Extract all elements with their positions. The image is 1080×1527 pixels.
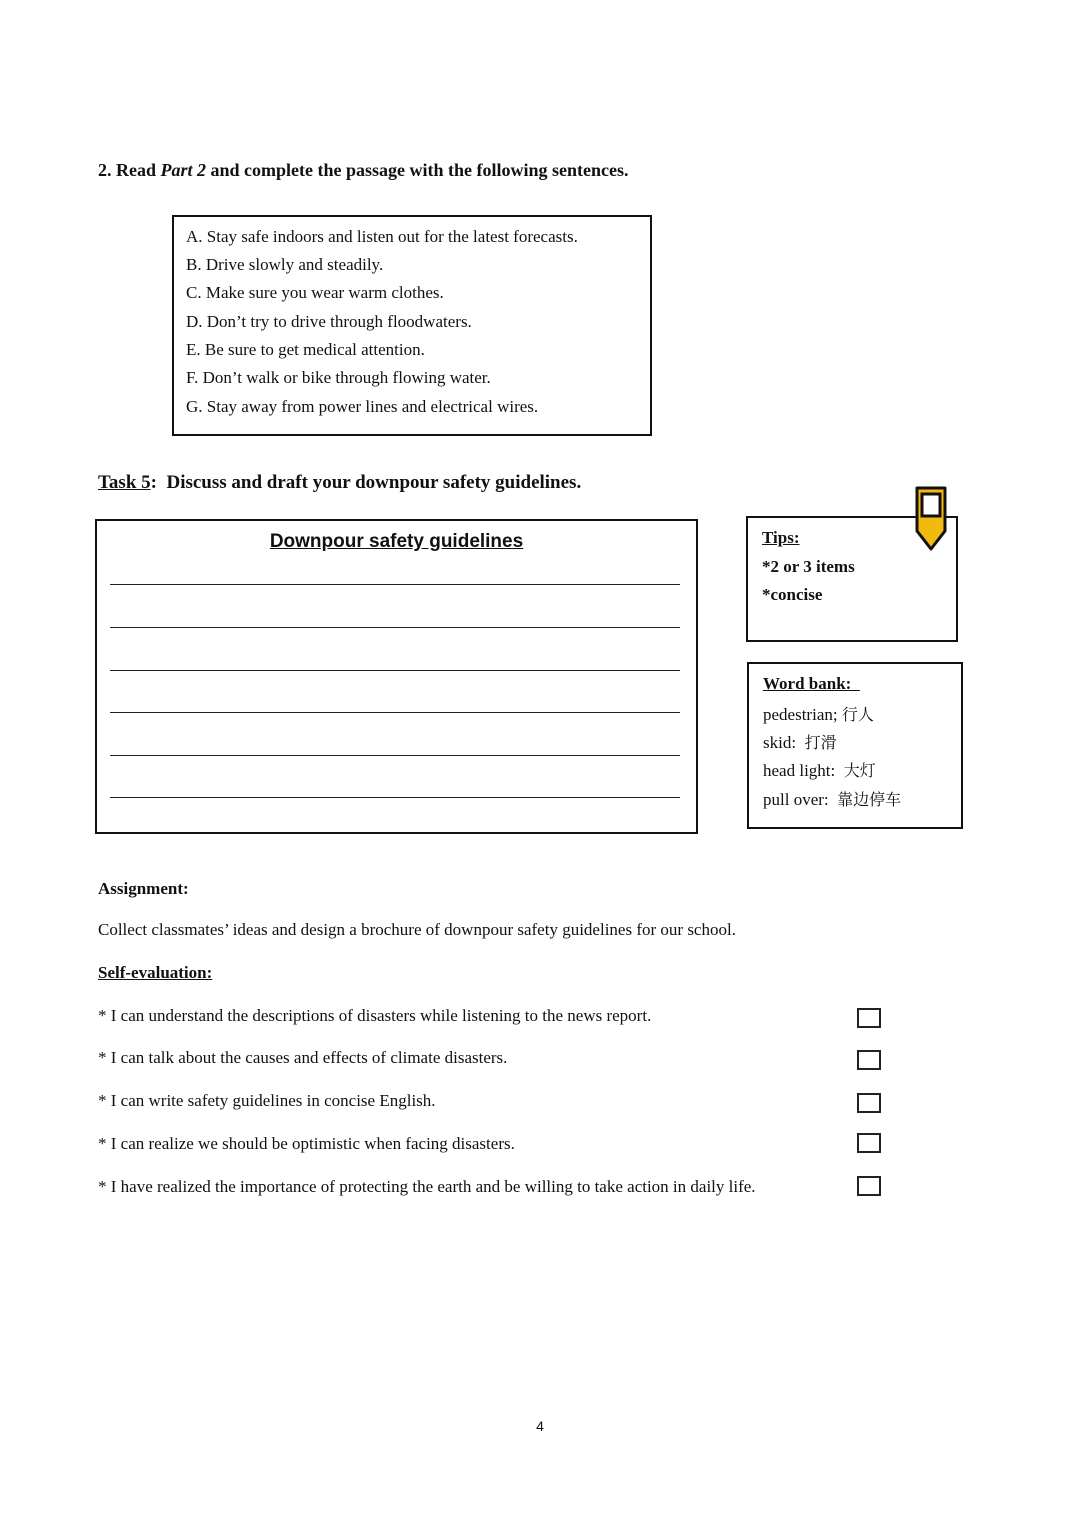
self-evaluation-checkbox-5[interactable] (857, 1176, 881, 1196)
writing-line-4[interactable] (110, 712, 680, 713)
self-evaluation-item-4: * I can realize we should be optimistic when facing disasters. (98, 1134, 515, 1153)
option-f: F. Don’t walk or bike through flowing water. (186, 368, 491, 387)
option-b: B. Drive slowly and steadily. (186, 255, 384, 274)
option-a: A. Stay safe indoors and listen out for the latest forecasts. (186, 227, 578, 246)
assignment-text: Collect classmates’ ideas and design a brochure of downpour safety guidelines for our school. (98, 920, 736, 939)
tips-title: Tips: (762, 528, 800, 547)
self-evaluation-checkbox-3[interactable] (857, 1093, 881, 1113)
task-5-separator: : (150, 472, 157, 493)
word-bank-title: Word bank: (763, 674, 852, 693)
word-bank-entry: head light: 大灯 (763, 761, 876, 780)
writing-line-1[interactable] (110, 584, 680, 585)
tips-item-2: *concise (762, 585, 823, 604)
question-2-prefix: 2. Read (98, 160, 161, 180)
option-c: C. Make sure you wear warm clothes. (186, 283, 444, 302)
self-evaluation-heading: Self-evaluation: (98, 963, 213, 982)
self-evaluation-item-2: * I can talk about the causes and effects of climate disasters. (98, 1048, 508, 1067)
assignment-heading: Assignment: (98, 879, 189, 898)
tips-item-1: *2 or 3 items (762, 557, 855, 576)
word-bank-box (747, 662, 963, 829)
self-evaluation-checkbox-2[interactable] (857, 1050, 881, 1070)
question-2-heading (98, 160, 629, 181)
option-g: G. Stay away from power lines and electrical wires. (186, 397, 539, 416)
self-evaluation-item-5: * I have realized the importance of protecting the earth and be willing to take action in daily life. (98, 1177, 756, 1196)
word-bank-entry: skid: 打滑 (763, 733, 837, 752)
page-number: 4 (536, 1418, 544, 1434)
question-2-part: Part 2 (160, 160, 207, 180)
writing-line-6[interactable] (110, 797, 680, 798)
self-evaluation-checkbox-1[interactable] (857, 1008, 881, 1028)
self-evaluation-item-3: * I can write safety guidelines in concise English. (98, 1091, 436, 1110)
task-5-label: Task 5 (98, 472, 151, 493)
guidelines-writing-box (95, 519, 698, 834)
self-evaluation-checkbox-4[interactable] (857, 1133, 881, 1153)
guidelines-title: Downpour safety guidelines (269, 531, 524, 552)
task-5-text: Discuss and draft your downpour safety guidelines. (166, 472, 582, 493)
sentence-options-box (172, 215, 652, 436)
question-2-suffix: and complete the passage with the following sentences. (206, 160, 629, 180)
option-e: E. Be sure to get medical attention. (186, 340, 425, 359)
word-bank-entry: pedestrian; 行人 (763, 705, 874, 724)
writing-line-3[interactable] (110, 670, 680, 671)
task-5-heading (98, 472, 581, 494)
pencil-icon (914, 485, 948, 553)
writing-line-5[interactable] (110, 755, 680, 756)
option-d: D. Don’t try to drive through floodwaters. (186, 312, 472, 331)
word-bank-entry: pull over: 靠边停车 (763, 790, 902, 809)
self-evaluation-item-1: * I can understand the descriptions of disasters while listening to the news report. (98, 1006, 652, 1025)
writing-line-2[interactable] (110, 627, 680, 628)
